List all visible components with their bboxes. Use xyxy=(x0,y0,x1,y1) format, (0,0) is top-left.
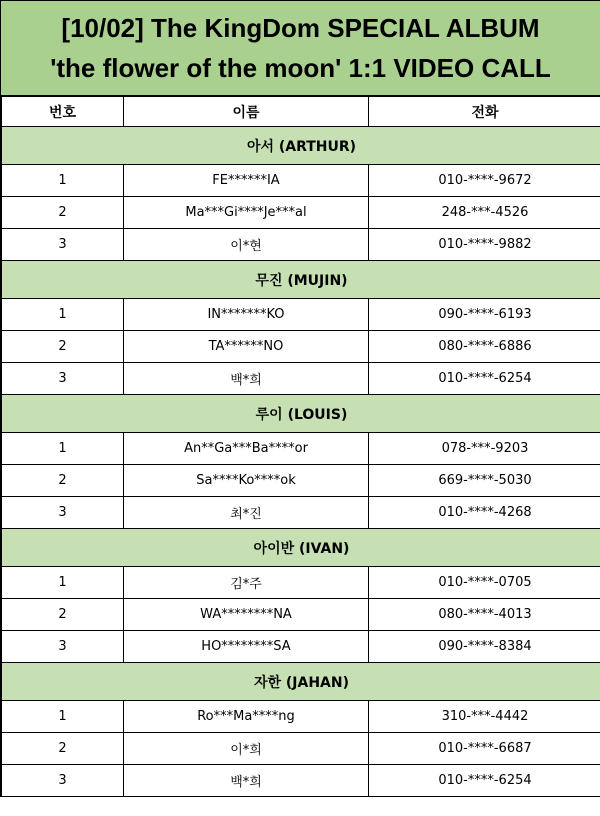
row-phone-cell: 010-****-6254 xyxy=(369,363,600,395)
column-header-name: 이름 xyxy=(124,97,369,127)
row-phone-cell: 090-****-8384 xyxy=(369,631,600,663)
row-number-cell: 3 xyxy=(2,497,124,529)
table-row xyxy=(2,701,600,733)
row-phone-cell: 078-***-9203 xyxy=(369,433,600,465)
row-number-cell: 3 xyxy=(2,631,124,663)
group-name: 무진 (MUJIN) xyxy=(2,261,600,299)
group-row xyxy=(2,529,600,567)
table-row xyxy=(2,599,600,631)
table-row xyxy=(2,733,600,765)
row-number-cell: 2 xyxy=(2,331,124,363)
row-name-cell: 이*희 xyxy=(124,733,369,765)
table-row xyxy=(2,433,600,465)
row-number-cell: 1 xyxy=(2,701,124,733)
table-row xyxy=(2,299,600,331)
row-name-cell: 김*주 xyxy=(124,567,369,599)
row-name-cell: An**Ga***Ba****or xyxy=(124,433,369,465)
row-name-cell: 최*진 xyxy=(124,497,369,529)
row-phone-cell: 080-****-4013 xyxy=(369,599,600,631)
row-phone-cell: 669-****-5030 xyxy=(369,465,600,497)
group-name: 아이반 (IVAN) xyxy=(2,529,600,567)
group-name: 자한 (JAHAN) xyxy=(2,663,600,701)
row-phone-cell: 010-****-6687 xyxy=(369,733,600,765)
table-row xyxy=(2,197,600,229)
row-number-cell: 2 xyxy=(2,465,124,497)
row-name-cell: 백*희 xyxy=(124,363,369,395)
row-name-cell: Ma***Gi****Je***al xyxy=(124,197,369,229)
group-row xyxy=(2,261,600,299)
group-row xyxy=(2,127,600,165)
title-banner xyxy=(1,0,600,96)
row-name-cell: HO********SA xyxy=(124,631,369,663)
table-body xyxy=(2,127,600,797)
row-number-cell: 1 xyxy=(2,165,124,197)
row-name-cell: FE******IA xyxy=(124,165,369,197)
title-line-1: [10/02] The KingDom SPECIAL ALBUM xyxy=(61,13,540,43)
row-phone-cell: 310-***-4442 xyxy=(369,701,600,733)
table-row xyxy=(2,567,600,599)
row-number-cell: 3 xyxy=(2,229,124,261)
row-number-cell: 1 xyxy=(2,567,124,599)
table-row xyxy=(2,363,600,395)
row-name-cell: Sa****Ko****ok xyxy=(124,465,369,497)
table-row xyxy=(2,765,600,797)
row-phone-cell: 010-****-0705 xyxy=(369,567,600,599)
row-name-cell: WA********NA xyxy=(124,599,369,631)
row-phone-cell: 010-****-6254 xyxy=(369,765,600,797)
row-phone-cell: 248-***-4526 xyxy=(369,197,600,229)
row-name-cell: 이*현 xyxy=(124,229,369,261)
header-row xyxy=(2,97,600,127)
table-row xyxy=(2,331,600,363)
column-header-phone: 전화 xyxy=(369,97,600,127)
row-number-cell: 2 xyxy=(2,197,124,229)
row-number-cell: 3 xyxy=(2,363,124,395)
row-phone-cell: 010-****-9672 xyxy=(369,165,600,197)
group-row xyxy=(2,663,600,701)
row-number-cell: 3 xyxy=(2,765,124,797)
row-number-cell: 2 xyxy=(2,733,124,765)
row-phone-cell: 080-****-6886 xyxy=(369,331,600,363)
table-row xyxy=(2,497,600,529)
row-phone-cell: 090-****-6193 xyxy=(369,299,600,331)
table-row xyxy=(2,631,600,663)
row-phone-cell: 010-****-9882 xyxy=(369,229,600,261)
row-name-cell: 백*희 xyxy=(124,765,369,797)
row-name-cell: IN*******KO xyxy=(124,299,369,331)
table-row xyxy=(2,229,600,261)
row-name-cell: Ro***Ma****ng xyxy=(124,701,369,733)
call-schedule-table xyxy=(1,96,600,797)
row-number-cell: 1 xyxy=(2,299,124,331)
table-row xyxy=(2,165,600,197)
row-number-cell: 1 xyxy=(2,433,124,465)
column-header-number: 번호 xyxy=(2,97,124,127)
table-row xyxy=(2,465,600,497)
group-name: 루이 (LOUIS) xyxy=(2,395,600,433)
group-name: 아서 (ARTHUR) xyxy=(2,127,600,165)
row-phone-cell: 010-****-4268 xyxy=(369,497,600,529)
row-name-cell: TA******NO xyxy=(124,331,369,363)
row-number-cell: 2 xyxy=(2,599,124,631)
title-line-2: 'the flower of the moon' 1:1 VIDEO CALL xyxy=(50,53,551,83)
group-row xyxy=(2,395,600,433)
